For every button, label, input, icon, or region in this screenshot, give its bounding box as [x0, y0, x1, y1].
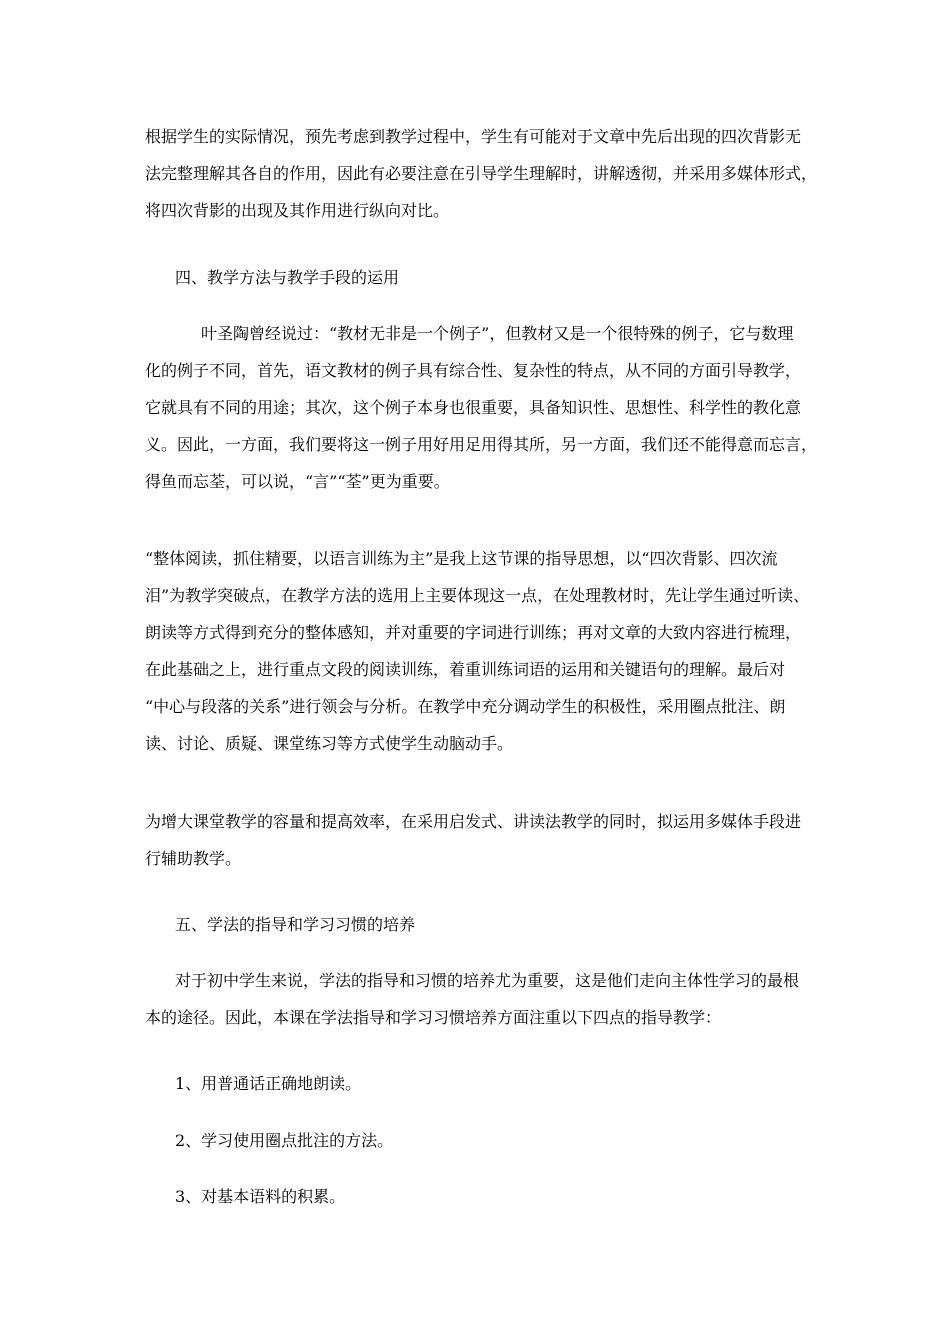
list-item-text: 3、对基本语料的积累。: [175, 1187, 346, 1206]
list-item-text: 1、用普通话正确地朗读。: [175, 1074, 362, 1093]
text-line: 为增大课堂教学的容量和提高效率，在采用启发式、讲读法教学的同时，拟运用多媒体手段进: [145, 812, 802, 831]
text-line: 泪”为教学突破点，在教学方法的选用上主要体现这一点，在处理教材时，先让学生通过听读、: [145, 586, 810, 605]
text-line: 叶圣陶曾经说过：“教材无非是一个例子”，但教材又是一个很特殊的例子，它与数理: [201, 324, 794, 343]
text-line: 它就具有不同的用途；其次，这个例子本身也很重要，具备知识性、思想性、科学性的教化意: [145, 398, 802, 417]
paragraph-situation-analysis: [145, 118, 818, 229]
text-line: 将四次背影的出现及其作用进行纵向对比。: [145, 201, 450, 220]
text-line: “中心与段落的关系”进行领会与分析。在教学中充分调动学生的积极性，采用圈点批注、朗: [145, 697, 786, 716]
paragraph-teaching-method: [145, 540, 815, 762]
text-line: 朗读等方式得到充分的整体感知，并对重要的字词进行训练；再对文章的大致内容进行梳理，: [145, 623, 802, 642]
heading-text: 四、教学方法与教学手段的运用: [175, 268, 400, 287]
text-line: 对于初中学生来说，学法的指导和习惯的培养尤为重要，这是他们走向主体性学习的最根: [175, 971, 800, 990]
section-heading-4: [145, 259, 815, 296]
paragraph-ye-shengtao-quote: [145, 315, 818, 500]
text-line: 法完整理解其各自的作用，因此有必要注意在引导学生理解时，讲解透彻，并采用多媒体形式，: [145, 164, 818, 183]
text-line: 得鱼而忘荃，可以说，“言”“荃”更为重要。: [145, 472, 450, 491]
text-line: 读、讨论、质疑、课堂练习等方式使学生动脑动手。: [145, 734, 514, 753]
paragraph-multimedia: [145, 803, 815, 877]
text-line: 根据学生的实际情况，预先考虑到教学过程中，学生有可能对于文章中先后出现的四次背影无: [145, 127, 802, 146]
text-line: 义。因此，一方面，我们要将这一例子用好用足用得其所，另一方面，我们还不能得意而忘言，: [145, 435, 818, 454]
list-item-3: [145, 1178, 815, 1215]
list-item-1: [145, 1065, 815, 1102]
text-line: 本的途径。因此，本课在学法指导和学习习惯培养方面注重以下四点的指导教学：: [145, 1008, 722, 1027]
paragraph-learning-guidance: [145, 962, 815, 1036]
text-line: “整体阅读，抓住精要，以语言训练为主”是我上这节课的指导思想，以“四次背影、四次流: [145, 549, 778, 568]
text-line: 化的例子不同，首先，语文教材的例子具有综合性、复杂性的特点，从不同的方面引导教学，: [145, 361, 802, 380]
section-heading-5: [145, 906, 815, 943]
list-item-text: 2、学习使用圈点批注的方法。: [175, 1131, 394, 1150]
heading-text: 五、学法的指导和学习习惯的培养: [175, 915, 416, 934]
text-line: 在此基础之上，进行重点文段的阅读训练，着重训练词语的运用和关键语句的理解。最后对: [145, 660, 786, 679]
list-item-2: [145, 1122, 815, 1159]
text-line: 行辅助教学。: [145, 849, 242, 868]
